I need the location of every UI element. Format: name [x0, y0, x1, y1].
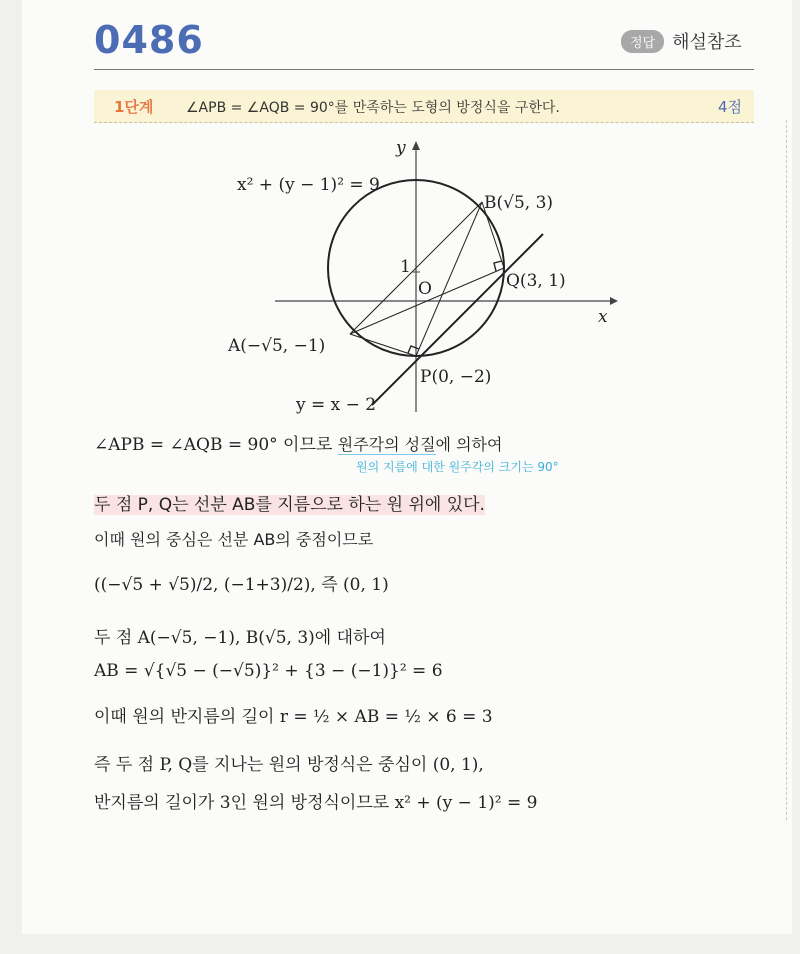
step-label: 1단계: [114, 98, 154, 116]
solution-line-4: ((−√5 + √5)/2, (−1+3)/2), 즉 (0, 1): [94, 575, 389, 595]
step-description: ∠APB = ∠AQB = 90°를 만족하는 도형의 방정식을 구한다.: [186, 100, 560, 116]
solution-line-1-pre: ∠APB = ∠AQB = 90° 이므로: [94, 435, 338, 455]
x-axis-label: x: [598, 307, 608, 327]
point-Q-label: Q(3, 1): [506, 271, 566, 291]
solution-line-5: 두 점 A(−√5, −1), B(√5, 3)에 대하여: [94, 628, 386, 648]
y-axis-arrow-icon: [412, 141, 420, 150]
origin-label: O: [418, 279, 432, 299]
point-P-label: P(0, −2): [420, 367, 492, 387]
solution-line-7: 이때 원의 반지름의 길이 r = ½ × AB = ½ × 6 = 3: [94, 707, 493, 727]
circle-equation-label: x² + (y − 1)² = 9: [237, 175, 380, 195]
solution-line-2: [94, 490, 485, 515]
x-axis-arrow-icon: [610, 297, 618, 305]
point-B-label: B(√5, 3): [484, 193, 554, 213]
solution-line-8: 즉 두 점 P, Q를 지나는 원의 방정식은 중심이 (0, 1),: [94, 755, 484, 775]
circle-figure: [0, 0, 800, 430]
tick-label-1: 1: [400, 257, 411, 277]
problem-number: 0486: [94, 18, 204, 62]
solution-line-9: 반지름의 길이가 3인 원의 방정식이므로 x² + (y − 1)² = 9: [94, 793, 538, 813]
key-concept: 원주각의 성질: [337, 435, 436, 454]
point-A-label: A(−√5, −1): [228, 336, 326, 356]
solution-line-1: [94, 430, 502, 455]
solution-line-1-post: 에 의하여: [435, 435, 503, 454]
y-axis-label: y: [396, 138, 406, 158]
solution-line-3: 이때 원의 중심은 선분 AB의 중점이므로: [94, 530, 374, 549]
solution-line-6: AB = √{√5 − (−√5)}² + {3 − (−1)}² = 6: [94, 661, 443, 681]
segment-AP: [350, 334, 416, 356]
line-equation-label: y = x − 2: [296, 395, 377, 415]
annotation-note: 원의 지름에 대한 원주각의 크기는 90°: [356, 460, 559, 474]
step-points: 4점: [717, 98, 742, 116]
answer-badge: 정답: [621, 30, 664, 53]
answer-reference-text: 해설참조: [672, 32, 742, 53]
highlighted-conclusion: 두 점 P, Q는 선분 AB를 지름으로 하는 원 위에 있다.: [94, 495, 485, 515]
